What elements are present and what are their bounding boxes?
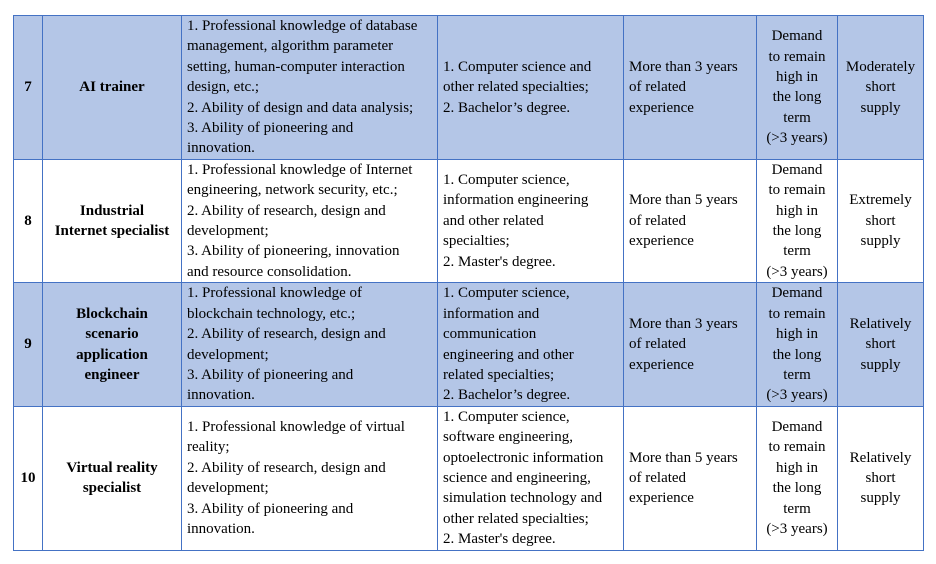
cell-line: 2. Ability of research, design and: [187, 326, 386, 343]
education-requirements: [438, 283, 624, 406]
occupations-table: [13, 15, 924, 551]
cell-line: More than 3 years: [629, 58, 738, 75]
table-row: [14, 159, 924, 282]
cell-line: setting, human-computer interaction: [187, 58, 405, 75]
cell-line: design, etc.;: [187, 79, 260, 96]
cell-line: experience: [629, 233, 694, 250]
cell-line: the long: [772, 346, 822, 363]
cell-line: Industrial: [79, 202, 145, 219]
cell-line: of related: [629, 212, 687, 229]
skill-requirements: [182, 16, 438, 160]
cell-line: and resource consolidation.: [187, 263, 352, 280]
skill-requirements: [182, 159, 438, 282]
job-title: [43, 159, 182, 282]
cell-line: supply: [860, 490, 901, 507]
cell-line: blockchain technology, etc.;: [187, 305, 356, 322]
cell-line: 3. Ability of pioneering and: [187, 500, 354, 517]
table-row: [14, 406, 924, 550]
cell-line: innovation.: [187, 387, 255, 404]
supply-status: [838, 283, 924, 406]
cell-line: high in: [775, 202, 819, 219]
cell-line: of related: [629, 336, 687, 353]
cell-line: More than 5 years: [629, 192, 738, 209]
cell-line: short: [865, 79, 896, 96]
cell-line: Relatively: [849, 449, 912, 466]
cell-line: Demand: [771, 285, 823, 302]
skill-requirements: [182, 406, 438, 550]
cell-line: term: [783, 243, 811, 260]
demand-outlook: [757, 16, 838, 160]
cell-line: 1. Professional knowledge of database: [187, 18, 418, 34]
job-title: [43, 283, 182, 406]
cell-line: specialties;: [443, 233, 510, 250]
row-number: 10: [14, 406, 43, 550]
cell-line: development;: [187, 223, 269, 240]
cell-line: 2. Ability of research, design and: [187, 202, 386, 219]
cell-line: development;: [187, 480, 269, 497]
cell-line: optoelectronic information: [443, 449, 604, 466]
supply-status: [838, 159, 924, 282]
row-number: 7: [14, 16, 43, 160]
cell-line: term: [783, 366, 811, 383]
cell-line: 3. Ability of pioneering and: [187, 120, 354, 137]
job-title: [43, 406, 182, 550]
cell-line: (>3 years): [766, 130, 828, 147]
table-row: [14, 16, 924, 160]
experience-requirements: [624, 283, 757, 406]
cell-line: AI trainer: [79, 79, 145, 96]
cell-line: Relatively: [849, 315, 912, 332]
cell-line: information engineering: [443, 192, 589, 209]
cell-line: engineer: [84, 366, 140, 383]
cell-line: to remain: [768, 305, 826, 322]
cell-line: More than 5 years: [629, 449, 738, 466]
cell-line: the long: [772, 223, 822, 240]
cell-line: information and: [443, 305, 540, 322]
cell-line: 1. Computer science and: [443, 58, 592, 75]
cell-line: 1. Computer science,: [443, 285, 570, 302]
cell-line: 1. Professional knowledge of Internet: [187, 161, 413, 178]
experience-requirements: [624, 159, 757, 282]
cell-line: short: [865, 212, 896, 229]
cell-line: Demand: [771, 419, 823, 435]
cell-line: term: [783, 500, 811, 517]
cell-line: related specialties;: [443, 366, 555, 383]
cell-line: other related specialties;: [443, 79, 589, 96]
cell-line: reality;: [187, 439, 230, 456]
cell-line: (>3 years): [766, 387, 828, 404]
education-requirements: [438, 159, 624, 282]
demand-outlook: [757, 406, 838, 550]
row-number: 9: [14, 283, 43, 406]
cell-line: 1. Computer science,: [443, 408, 570, 425]
cell-line: development;: [187, 346, 269, 363]
table-row: [14, 283, 924, 406]
cell-line: (>3 years): [766, 263, 828, 280]
cell-line: and other related: [443, 212, 544, 229]
education-requirements: [438, 406, 624, 550]
cell-line: of related: [629, 79, 687, 96]
cell-line: 1. Professional knowledge of virtual: [187, 419, 405, 435]
cell-line: application: [76, 346, 148, 363]
cell-line: to remain: [768, 182, 826, 199]
cell-line: 2. Master's degree.: [443, 253, 556, 270]
cell-line: 3. Ability of pioneering and: [187, 366, 354, 383]
education-requirements: [438, 16, 624, 160]
cell-line: 1. Computer science,: [443, 172, 570, 189]
cell-line: simulation technology and: [443, 490, 603, 507]
cell-line: 3. Ability of pioneering, innovation: [187, 243, 400, 260]
cell-line: Virtual reality: [66, 459, 158, 476]
cell-line: innovation.: [187, 521, 255, 538]
cell-line: Blockchain: [76, 305, 148, 322]
cell-line: communication: [443, 326, 537, 343]
cell-line: supply: [860, 99, 901, 116]
cell-line: science and engineering,: [443, 470, 591, 487]
cell-line: Moderately: [845, 58, 916, 75]
cell-line: engineering and other: [443, 346, 574, 363]
cell-line: supply: [860, 356, 901, 373]
job-title: [43, 16, 182, 160]
cell-line: Demand: [771, 28, 823, 45]
cell-line: Demand: [771, 161, 823, 178]
cell-line: supply: [860, 233, 901, 250]
cell-line: engineering, network security, etc.;: [187, 182, 398, 199]
cell-line: high in: [775, 69, 819, 86]
cell-line: experience: [629, 490, 694, 507]
cell-line: (>3 years): [766, 521, 828, 538]
cell-line: of related: [629, 470, 687, 487]
cell-line: Extremely: [849, 192, 912, 209]
cell-line: specialist: [82, 480, 142, 497]
demand-outlook: [757, 283, 838, 406]
supply-status: [838, 406, 924, 550]
cell-line: 2. Bachelor’s degree.: [443, 387, 571, 404]
cell-line: software engineering,: [443, 429, 573, 446]
cell-line: to remain: [768, 439, 826, 456]
cell-line: the long: [772, 89, 822, 106]
cell-line: innovation.: [187, 140, 255, 157]
cell-line: Internet specialist: [54, 223, 170, 240]
cell-line: management, algorithm parameter: [187, 38, 394, 55]
cell-line: scenario: [85, 326, 139, 343]
cell-line: the long: [772, 480, 822, 497]
cell-line: high in: [775, 459, 819, 476]
cell-line: More than 3 years: [629, 315, 738, 332]
demand-outlook: [757, 159, 838, 282]
experience-requirements: [624, 16, 757, 160]
cell-line: 2. Ability of design and data analysis;: [187, 99, 414, 116]
supply-status: [838, 16, 924, 160]
skill-requirements: [182, 283, 438, 406]
row-number: 8: [14, 159, 43, 282]
cell-line: high in: [775, 326, 819, 343]
cell-line: 2. Master's degree.: [443, 531, 556, 548]
cell-line: term: [783, 109, 811, 126]
cell-line: 1. Professional knowledge of: [187, 285, 362, 302]
cell-line: other related specialties;: [443, 510, 589, 527]
experience-requirements: [624, 406, 757, 550]
cell-line: experience: [629, 356, 694, 373]
cell-line: short: [865, 470, 896, 487]
cell-line: short: [865, 336, 896, 353]
cell-line: experience: [629, 99, 694, 116]
cell-line: 2. Ability of research, design and: [187, 459, 386, 476]
cell-line: 2. Bachelor’s degree.: [443, 99, 571, 116]
cell-line: to remain: [768, 48, 826, 65]
